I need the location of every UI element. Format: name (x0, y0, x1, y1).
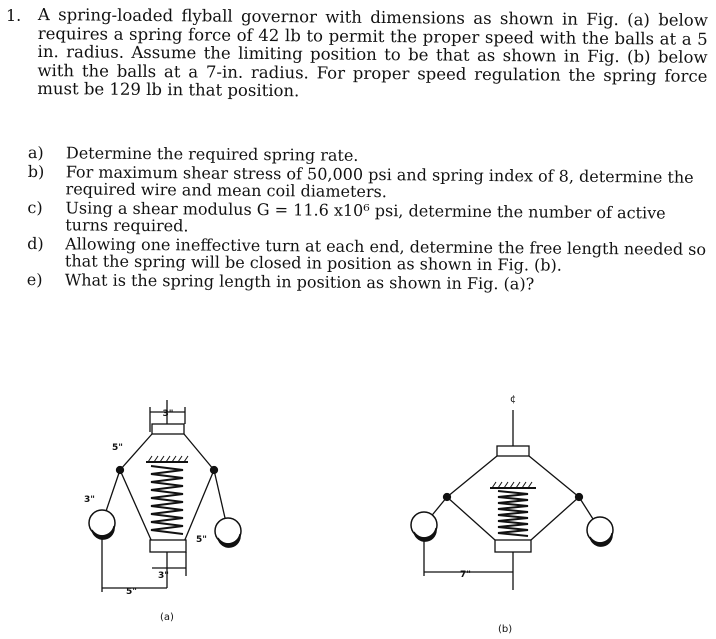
part-d-text: Allowing one ineffective turn at each end, determine the free length needed so that the spring will be closed in position as shown in Fig. (b). (64, 233, 707, 275)
fig-b-caption: (b) (498, 624, 513, 635)
fig-b-upper-link-left (447, 456, 497, 497)
part-c (27, 198, 707, 239)
fig-a-upper-link-dim-label: 5" (112, 443, 123, 453)
fig-a-top-dim-label: 3" (162, 409, 174, 419)
fig-a-top-collar (152, 424, 184, 434)
part-e-text: What is the spring length in position as shown in Fig. (a)? (64, 269, 535, 293)
problem-statement: A spring-loaded flyball governor with dimensions as shown in Fig. (a) below requires a spring force of 42 lb to permit the proper speed with the balls at a 5 in. radius. Assume the limiting position to be that as shown in Fig. (b) below with the balls at a 7-in. radius. For proper speed regulation the spring force must be 129 lb in that position. (37, 5, 708, 101)
part-d (27, 234, 707, 275)
problem-number: 1. (6, 6, 22, 25)
fig-b-lower-link-left (447, 497, 495, 540)
fig-b-bottom-collar (495, 540, 531, 552)
part-e-label: e) (26, 269, 43, 289)
fig-b-spring (498, 491, 528, 536)
fig-a-lower-link-right (184, 470, 214, 542)
figure-b (411, 410, 613, 590)
fig-a-radius-dim-label: 5" (126, 587, 137, 597)
fig-a-caption: (a) (160, 612, 174, 623)
fig-b-top-collar (497, 446, 529, 456)
fig-b-upper-link-right (529, 456, 579, 497)
problem-parts (27, 144, 708, 295)
fig-a-ball-arm-dim-label: 3" (84, 495, 95, 505)
fig-a-bottom-dim-label: 3" (158, 571, 169, 581)
figures (0, 380, 716, 639)
fig-b-radius-dim-label: 7" (460, 570, 471, 580)
fig-b-lower-link-right (531, 497, 579, 540)
governor-figures (0, 380, 716, 639)
part-a-label: a) (27, 143, 44, 163)
part-b-text: For maximum shear stress of 50,000 psi and spring index of 8, determine the required wire and mean coil diameters. (65, 161, 694, 202)
part-c-label: c) (27, 197, 43, 217)
part-d-label: d) (27, 233, 44, 253)
fig-a-lower-link-dim-label: 5" (196, 535, 207, 545)
figure-a (89, 400, 241, 592)
fig-a-upper-link-left (120, 434, 152, 470)
fig-a-spring (151, 466, 183, 534)
fig-a-bottom-collar (150, 540, 186, 552)
part-b (28, 162, 708, 203)
fig-b-centerline-label: ¢ (509, 394, 517, 405)
fig-a-lower-link-left (120, 470, 152, 542)
fig-a-upper-link-right (184, 434, 214, 470)
part-a-text: Determine the required spring rate. (65, 143, 359, 165)
part-c-text: Using a shear modulus G = 11.6 x10⁶ psi, determine the number of active turns required. (65, 197, 666, 236)
part-b-label: b) (27, 161, 45, 181)
